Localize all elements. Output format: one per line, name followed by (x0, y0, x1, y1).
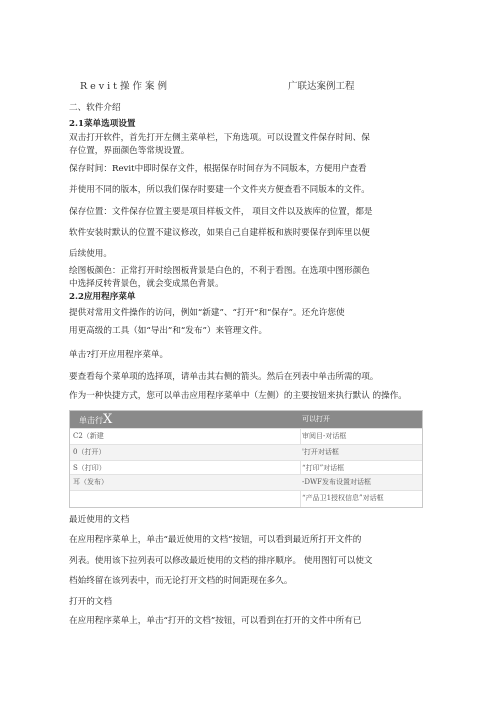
text-line-heading-2-1: 2.1菜单选项设置 (69, 119, 136, 129)
table-row (70, 490, 422, 507)
text-line-heading-2-2: 2.2应用程序菜单 (69, 292, 136, 302)
table-row (70, 428, 422, 445)
text-line-p7: 后续使用。 (69, 249, 112, 259)
header-left-big: X (103, 412, 113, 427)
text-line-p18: 在应用程序菜单上，单击“打开的文档”按钮，可以看到在打开的文件中所有已 (69, 616, 362, 626)
text-line-section-2: 二、软件介绍 (69, 103, 121, 113)
text-line-p16: 列表。使用该下拉列表可以修改最近使用的文档的排序顺序。 使用图钉可以使文 (69, 556, 373, 566)
text-line-p17: 档始终留在该列表中，而无论打开文档的时间距现在多久。 (69, 576, 293, 586)
text-line-p13: 要查看每个菜单项的选择项，请单击其右侧的箭头。然后在列表中单击所需的项。 (69, 372, 379, 382)
cell-result: 审阅目-对话框 (302, 432, 347, 440)
text-line-p8: 绘图板颜色：正常打开时绘图板背景是白色的，不利于看图。在选项中图形颜色 (69, 266, 370, 276)
table-row (70, 444, 422, 461)
header-right: 广联达案例工程 (288, 81, 355, 92)
text-line-p10: 提供对常用文件操作的访问，例如“新建”、“打开”和“保存”。还允许您使 (69, 308, 345, 318)
text-line-p5: 保存位置：文件保存位置主要是项目样板文件， 项目文件以及族库的位置，都是 (69, 207, 373, 217)
header-left: Revit操作案例 (80, 81, 170, 92)
cell-result: “产品卫1授权信息”对话框 (302, 494, 384, 502)
text-line-p6: 软件安装时默认的位置不建议修改，如果自己自建样板和族时要保存到库里以便 (69, 228, 370, 238)
text-line-p4: 并使用不同的版本，所以我们保存时要建一个文件夹方便查看不同版本的文件。 (69, 185, 370, 195)
text-line-recent-title: 最近使用的文档 (69, 515, 130, 525)
text-line-p9: 中选择反转背景色，就会变成黑色背景。 (69, 279, 224, 289)
text-line-p14: 作为一种快捷方式，您可以单击应用程序菜单中（左侧）的主要按钮来执行默认 的操作。 (69, 391, 407, 401)
table-header (70, 411, 422, 428)
cell-command: S（打印） (73, 464, 106, 472)
header-left-small: 单击行 (79, 416, 103, 425)
cell-command: 0（打开） (73, 448, 106, 456)
text-line-p1: 双击打开软件，首先打开左侧主菜单栏，下角选项。可以设置文件保存时间、保 (69, 133, 370, 143)
text-line-p2: 存位置，界面颜色等常规设置。 (69, 146, 190, 156)
cell-command: C2（新建 (73, 432, 104, 440)
text-line-p12: 单击?打开应用程序菜单。 (69, 350, 169, 360)
table-header-right: 可以打开 (302, 415, 330, 423)
cell-result: “打印”对话框 (302, 464, 345, 472)
cell-result: '打开对话框 (302, 448, 339, 456)
cell-result: -DWF发布设置对话框 (302, 478, 372, 486)
text-line-open-title: 打开的文档 (69, 597, 112, 607)
cell-command: 耳（发布） (73, 478, 108, 486)
text-line-p3: 保存时间：Revit中即时保存文件，根据保存时间存为不同版本，方便用户查看 (69, 164, 367, 174)
text-line-p11: 用更高级的工具（如“导出”和“发布”）来管理文件。 (69, 326, 268, 336)
table-header-left (79, 412, 112, 428)
menu-table (69, 410, 423, 508)
table-row (70, 474, 422, 491)
text-line-p15: 在应用程序菜单上，单击“最近使用的文档”按钮，可以看到最近所打开文件的 (69, 535, 362, 545)
